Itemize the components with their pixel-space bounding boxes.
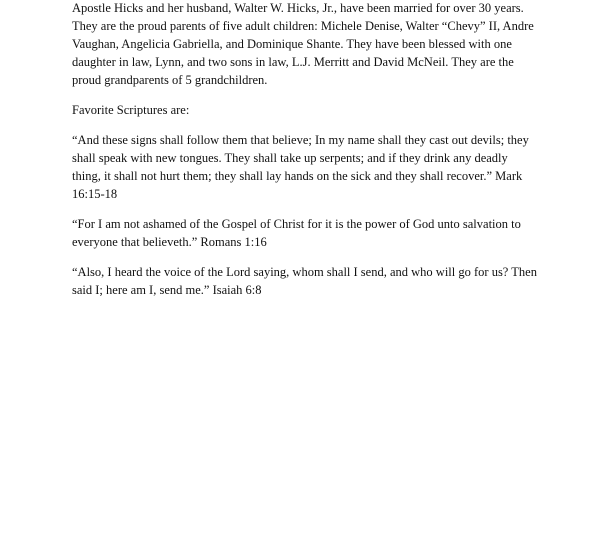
document-page: [72, 0, 538, 311]
scriptures-heading: Favorite Scriptures are:: [72, 103, 190, 117]
scripture-mark: “And these signs shall follow them that believe; In my name shall they cast out devils; they shall speak with new tongues. They shall take up serpents; and if they drink any deadly thing, it shall not hurt them; they shall lay hands on the sick and they shall recover.” Mark 16:15-18: [72, 133, 529, 201]
scripture-romans: “For I am not ashamed of the Gospel of Christ for it is the power of God unto salvation to everyone that believeth.” Romans 1:16: [72, 217, 521, 249]
scripture-isaiah: “Also, I heard the voice of the Lord saying, whom shall I send, and who will go for us? Then said I; here am I, send me.” Isaiah 6:8: [72, 265, 537, 297]
family-paragraph: Apostle Hicks and her husband, Walter W. Hicks, Jr., have been married for over 30 years. They are the proud parents of five adult children: Michele Denise, Walter “Chevy” II, Andre Vaughan, Angelicia Gabriella, and Dominique Shante. They have been blessed with one daughter in law, Lynn, and two sons in law, L.J. Merritt and David McNeil. They are the proud grandparents of 5 grandchildren.: [72, 1, 534, 87]
